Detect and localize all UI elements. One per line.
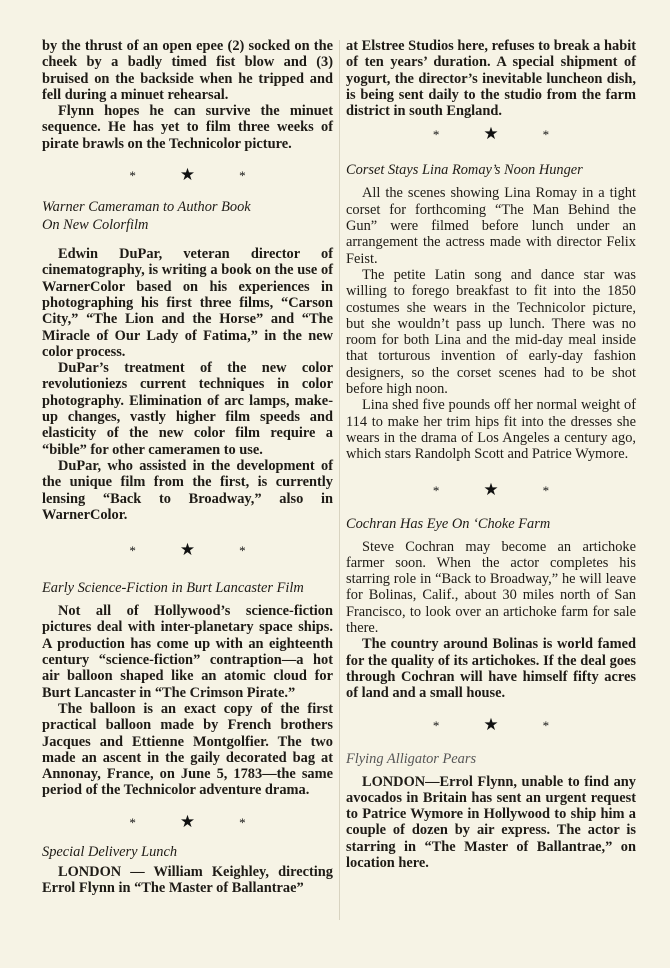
section-separator (42, 166, 333, 184)
headline-line: Warner Cameraman to Author Book (42, 199, 251, 216)
big-star-icon: ★ (483, 714, 499, 734)
article-lead: LONDON — William Keighley, directing Errol Flynn in “The Master of Ballantrae” (42, 863, 333, 896)
article-paragraph: All the scenes showing Lina Romay in a tight corset for forthcoming “The Man Behind the Gun” were filmed before lunch under an arrangement the actress made with director Felix Feist. (346, 185, 636, 267)
article-headline: Cochran Has Eye On ‘Choke Farm (346, 515, 551, 532)
headline-line: On New Colorfilm (42, 217, 149, 234)
section-separator (42, 541, 333, 559)
small-star-icon: * (129, 814, 136, 830)
column-divider (339, 40, 340, 920)
big-star-icon: ★ (179, 540, 196, 560)
left-continuation-paragraph: by the thrust of an open epee (2) socked on the cheek by a badly timed fist blow and (3) bruised on the backside when he tripped and fell during a minuet rehearsal. (42, 38, 333, 103)
big-star-icon: ★ (179, 811, 196, 831)
small-star-icon: * (542, 717, 550, 733)
article-paragraph: The balloon is an exact copy of the first practical balloon made by French brothers Jacques and Ettienne Montgolfier. The two made an ascent in the gaily decorated bag at Annonay, France, on June 5, 1783—the same period of the Technicolor adventure drama. (42, 700, 333, 799)
article-headline: Early Science-Fiction in Burt Lancaster Film (42, 580, 304, 597)
big-star-icon: ★ (179, 165, 196, 185)
article-paragraph: Steve Cochran may become an artichoke farmer soon. When the actor completes his starring role in “Back to Broadway,” he will leave for Bolinas, Calif., about 30 miles north of San Francisco, to look over an artichoke farm for sale there. (346, 538, 636, 637)
left-continuation-paragraph: Flynn hopes he can survive the minuet sequence. He has yet to film three weeks of pirate brawls on the Technicolor picture. (42, 103, 333, 152)
article-paragraph: DuPar, who assisted in the development of the unique film from the first, is currently lensing “Back to Broadway,” also in WarnerColor. (42, 457, 333, 523)
article-headline (42, 198, 333, 234)
article-headline: Special Delivery Lunch (42, 843, 178, 860)
article-lead: LONDON—Errol Flynn, unable to find any avocados in Britain has sent an urgent request to Patrice Wymore in Hollywood to ship him a couple of dozen by air express. The actor is starring in “The Master of Ballantrae,” on location here. (346, 773, 636, 871)
article-headline: Flying Alligator Pears (346, 750, 477, 767)
article-paragraph: The petite Latin song and dance star was willing to forego breakfast to fit into the 1850 costumes she wears in the Technicolor picture, but she wouldn’t pass up lunch. There was no room for both Lina and the mid-day meal inside that torturous invention of early-day fashion designers, so the corset scenes had to be shot before high noon. (346, 266, 636, 398)
left-column (42, 38, 333, 896)
section-separator (346, 481, 636, 499)
big-star-icon: ★ (483, 479, 499, 499)
small-star-icon: * (432, 717, 440, 733)
small-star-icon: * (239, 543, 246, 559)
article-paragraph: DuPar’s treatment of the new color revolutioniezs current techniques in color photography. Elimination of arc lamps, make-up changes, vastly higher film speeds and elasticity of the new color film require a “bible” for other cameramen to use. (42, 360, 333, 458)
article-paragraph: Edwin DuPar, veteran director of cinematography, is writing a book on the use of WarnerColor based on his experiences in photographing his first three films, “Carson City,” “The Lion and the Horse” and “The Miracle of Our Lady of Fatima,” in the new color process. (42, 246, 333, 360)
small-star-icon: * (129, 543, 136, 559)
right-column (346, 38, 636, 871)
section-separator (42, 813, 333, 831)
article-paragraph: Not all of Hollywood’s science-fiction pictures deal with inter-planetary space ships. A production has come up with an eighteenth century “science-fiction” contraption—a hot air balloon shaped like an atomic cloud for Burt Lancaster in “The Crimson Pirate.” (42, 603, 333, 701)
small-star-icon: * (239, 168, 246, 184)
small-star-icon: * (129, 168, 136, 184)
small-star-icon: * (542, 127, 550, 143)
article-paragraph: Lina shed five pounds off her normal weight of 114 to make her trim hips fit into the dresses she wears in the drama of Los Angeles a century ago, which stars Randolph Scott and Patrice Wymore. (346, 397, 636, 463)
small-star-icon: * (239, 814, 246, 830)
small-star-icon: * (432, 482, 440, 498)
article-headline: Corset Stays Lina Romay’s Noon Hunger (346, 162, 583, 179)
section-separator (346, 125, 636, 143)
small-star-icon: * (542, 482, 550, 498)
section-separator (346, 716, 636, 734)
article-paragraph: The country around Bolinas is world famed for the quality of its artichokes. If the deal goes through Cochran will have himself fifty acres of land and a small house. (346, 636, 636, 702)
right-continuation-paragraph: at Elstree Studios here, refuses to break a habit of ten years’ duration. A special shipment of yogurt, the director’s inevitable luncheon dish, is being sent daily to the studio from the farm district in south England. (346, 38, 636, 120)
small-star-icon: * (432, 127, 440, 143)
big-star-icon: ★ (483, 124, 499, 144)
